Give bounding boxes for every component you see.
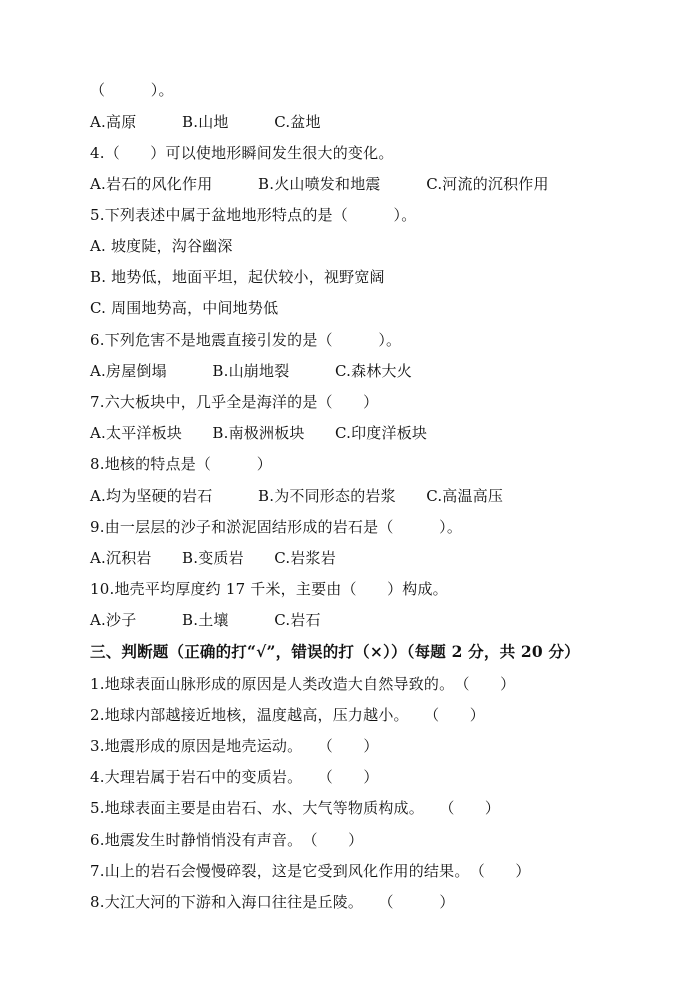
q10-options: A.沙子 B.土壤 C.岩石 — [90, 611, 321, 629]
q4-stem: 4.（ ）可以使地形瞬间发生很大的变化。 — [90, 144, 394, 162]
q5-stem: 5.下列表述中属于盆地地形特点的是（ ）。 — [90, 206, 417, 224]
judge-item-6: 6.地震发生时静悄悄没有声音。 （ ） — [90, 831, 364, 849]
section-three-heading: 三、判断题（正确的打“√”，错误的打（×））（每题 2 分，共 20 分） — [90, 642, 580, 661]
judge-item-5: 5.地球表面主要是由岩石、水、大气等物质构成。 （ ） — [90, 799, 501, 817]
q3-options: A.高原 B.山地 C.盆地 — [90, 113, 321, 131]
q7-stem: 7.六大板块中，几乎全是海洋的是（ ） — [90, 393, 379, 411]
judge-item-2: 2.地球内部越接近地核，温度越高，压力越小。 （ ） — [90, 706, 485, 724]
q6-options: A.房屋倒塌 B.山崩地裂 C.森林大火 — [90, 362, 412, 380]
judge-item-1: 1.地球表面山脉形成的原因是人类改造大自然导致的。 （ ） — [90, 675, 516, 693]
judge-item-7: 7.山上的岩石会慢慢碎裂，这是它受到风化作用的结果。 （ ） — [90, 862, 531, 880]
q3-answer-blank: （ ）。 — [90, 81, 174, 99]
q6-stem: 6.下列危害不是地震直接引发的是（ ）。 — [90, 331, 402, 349]
q5-option-c: C. 周围地势高，中间地势低 — [90, 299, 279, 317]
q7-options: A.太平洋板块 B.南极洲板块 C.印度洋板块 — [90, 424, 428, 442]
q9-stem: 9.由一层层的沙子和淤泥固结形成的岩石是（ ）。 — [90, 518, 463, 536]
judge-item-3: 3.地震形成的原因是地壳运动。 （ ） — [90, 737, 379, 755]
q10-stem: 10.地壳平均厚度约 17 千米，主要由（ ）构成。 — [90, 580, 448, 598]
q8-stem: 8.地核的特点是（ ） — [90, 455, 272, 473]
q5-option-a: A. 坡度陡，沟谷幽深 — [90, 237, 233, 255]
judge-item-4: 4.大理岩属于岩石中的变质岩。 （ ） — [90, 768, 379, 786]
q9-options: A.沉积岩 B.变质岩 C.岩浆岩 — [90, 549, 336, 567]
q8-options: A.均为坚硬的岩石 B.为不同形态的岩浆 C.高温高压 — [90, 487, 504, 505]
q5-option-b: B. 地势低，地面平坦，起伏较小，视野宽阔 — [90, 268, 385, 286]
q4-options: A.岩石的风化作用 B.火山喷发和地震 C.河流的沉积作用 — [90, 175, 549, 193]
judge-item-8: 8.大江大河的下游和入海口往往是丘陵。 （ ） — [90, 893, 455, 911]
